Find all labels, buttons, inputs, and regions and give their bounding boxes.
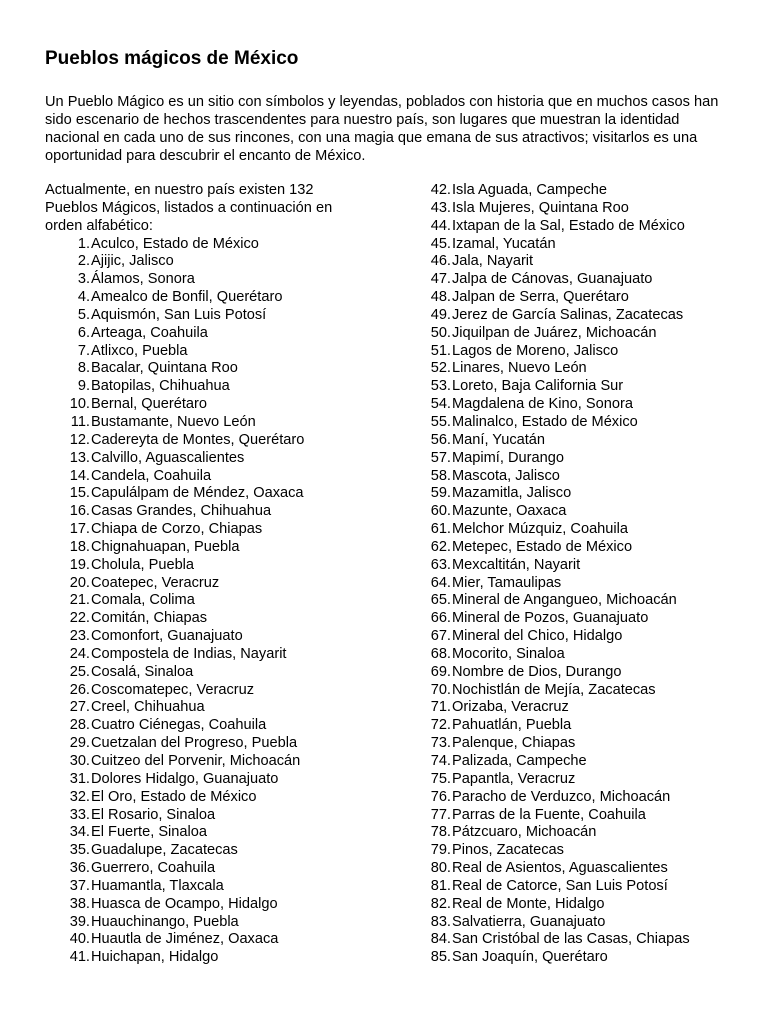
list-item [45, 592, 375, 610]
list-item [420, 182, 760, 200]
list-item [420, 521, 760, 539]
list-item [45, 789, 375, 807]
list-item-number: 31. [69, 770, 90, 787]
list-item-number: 21. [69, 592, 90, 609]
list-item-number: 30. [69, 753, 90, 769]
list-item-number: 33. [69, 806, 90, 823]
list-item [420, 682, 760, 700]
list-item [420, 842, 760, 860]
list-item-number: 76. [430, 788, 451, 805]
list-item-number: 77. [430, 806, 451, 823]
list-item-number: 12. [69, 431, 90, 448]
list-item [45, 735, 375, 753]
list-item [45, 878, 375, 896]
list-item-number: 85. [430, 949, 451, 966]
list-item [420, 218, 760, 236]
list-item-number: 42. [430, 182, 451, 198]
list-item-number: 1. [77, 235, 90, 252]
list-item-number: 22. [69, 610, 90, 627]
list-item [45, 485, 375, 503]
page-title: Pueblos mágicos de México [45, 48, 299, 69]
list-item-number: 71. [430, 699, 451, 716]
list-item [45, 378, 375, 396]
list-item-text: Bernal, Querétaro [91, 396, 208, 413]
list-item-text: Cuatro Ciénegas, Coahuila [91, 717, 267, 734]
list-item-text: Cosalá, Sinaloa [91, 663, 194, 680]
list-item [45, 539, 375, 557]
list-item-text: Cholula, Puebla [91, 556, 195, 573]
list-item-text: Mazunte, Oaxaca [452, 503, 567, 520]
list-item-text: Mocorito, Sinaloa [452, 645, 565, 662]
list-item-text: Nochistlán de Mejía, Zacatecas [452, 681, 656, 698]
list-item [420, 860, 760, 878]
list-item [45, 307, 375, 325]
list-item [420, 485, 760, 503]
list-item-number: 35. [69, 842, 90, 859]
list-item-number: 56. [430, 431, 451, 448]
list-item-number: 37. [69, 877, 90, 894]
list-item-number: 43. [430, 199, 451, 216]
list-item-text: Chiapa de Corzo, Chiapas [91, 521, 263, 538]
list-item [45, 396, 375, 414]
list-item-number: 23. [69, 628, 90, 645]
list-item-number: 63. [430, 556, 451, 573]
list-item-text: Comala, Colima [91, 592, 195, 609]
list-item [420, 253, 760, 271]
list-item-text: Malinalco, Estado de México [452, 413, 638, 430]
list-item [45, 450, 375, 468]
list-item-text: Cuetzalan del Progreso, Puebla [91, 735, 298, 752]
list-item-text: Jalpa de Cánovas, Guanajuato [452, 271, 653, 288]
list-item-number: 47. [430, 271, 451, 288]
list-item-text: Papantla, Veracruz [452, 770, 576, 787]
list-item [45, 682, 375, 700]
list-item [420, 753, 760, 771]
list-item [420, 771, 760, 789]
list-item [45, 771, 375, 789]
list-item-text: Guerrero, Coahuila [91, 860, 216, 877]
list-item [420, 610, 760, 628]
list-item-number: 64. [430, 574, 451, 591]
list-item [420, 414, 760, 432]
list-item-text: Mascota, Jalisco [452, 467, 560, 484]
list-item-text: Coatepec, Veracruz [91, 574, 220, 591]
list-item [45, 432, 375, 450]
list-item-text: Casas Grandes, Chihuahua [91, 503, 272, 520]
list-item [45, 271, 375, 289]
list-item-text: Nombre de Dios, Durango [452, 663, 622, 680]
list-item [45, 931, 375, 949]
list-item-number: 20. [69, 574, 90, 591]
list-item-text: Palenque, Chiapas [452, 735, 576, 752]
list-item [420, 468, 760, 486]
list-item-text: Jerez de García Salinas, Zacatecas [452, 306, 684, 323]
list-item-text: Real de Catorce, San Luis Potosí [452, 877, 668, 894]
list-item-text: Lagos de Moreno, Jalisco [452, 342, 619, 359]
list-item [420, 914, 760, 932]
list-item-text: Real de Monte, Hidalgo [452, 895, 605, 912]
list-item-text: Cadereyta de Montes, Querétaro [91, 431, 305, 448]
list-item-number: 83. [430, 913, 451, 930]
list-item-number: 13. [69, 449, 90, 466]
list-item [420, 592, 760, 610]
list-item-number: 6. [77, 324, 90, 341]
list-item-text: El Fuerte, Sinaloa [91, 824, 208, 841]
list-item-text: Mier, Tamaulipas [452, 574, 562, 591]
list-item-number: 79. [430, 842, 451, 859]
list-item [45, 236, 375, 254]
list-item-number: 29. [69, 735, 90, 752]
list-item [45, 896, 375, 914]
list-item [420, 557, 760, 575]
list-item-text: Cuitzeo del Porvenir, Michoacán [91, 753, 301, 769]
list-item-number: 9. [77, 378, 90, 395]
lead-paragraph: Actualmente, en nuestro país existen 132 Pueblos Mágicos, listados a continuación en orden alfabético: [45, 182, 333, 234]
list-item-text: Dolores Hidalgo, Guanajuato [91, 770, 279, 787]
list-item [45, 824, 375, 842]
list-item-text: Mazamitla, Jalisco [452, 485, 572, 502]
list-item-text: Álamos, Sonora [91, 271, 195, 288]
list-item [420, 289, 760, 307]
list-item-text: Huamantla, Tlaxcala [91, 877, 224, 894]
list-item [45, 949, 375, 967]
list-item-text: Comonfort, Guanajuato [91, 628, 243, 645]
list-item [45, 414, 375, 432]
list-item-number: 75. [430, 770, 451, 787]
list-item-text: Maní, Yucatán [452, 431, 546, 448]
list-item-number: 11. [70, 413, 90, 430]
list-item-number: 28. [69, 717, 90, 734]
list-item-number: 60. [430, 503, 451, 520]
list-item-number: 49. [430, 306, 451, 323]
list-item [45, 289, 375, 307]
list-item-number: 80. [430, 860, 451, 877]
list-item-text: Arteaga, Coahuila [91, 324, 208, 341]
list-item [420, 717, 760, 735]
list-item-number: 40. [69, 931, 90, 948]
list-item-number: 68. [430, 645, 451, 662]
list-item-number: 32. [69, 788, 90, 805]
list-item-text: Coscomatepec, Veracruz [91, 681, 255, 698]
list-item-number: 5. [77, 306, 90, 323]
list-item-number: 65. [430, 592, 451, 609]
list-item-number: 14. [69, 467, 90, 484]
list-item [420, 878, 760, 896]
list-item-text: Melchor Múzquiz, Coahuila [452, 521, 629, 538]
list-item-text: Magdalena de Kino, Sonora [452, 396, 633, 413]
list-item-number: 39. [69, 913, 90, 930]
list-item-text: Huauchinango, Puebla [91, 913, 239, 930]
list-item-text: Ajijic, Jalisco [91, 253, 174, 270]
list-item-text: Isla Aguada, Campeche [452, 182, 607, 198]
list-item-number: 67. [430, 628, 451, 645]
list-item-text: Real de Asientos, Aguascalientes [452, 860, 668, 877]
list-item-text: San Cristóbal de las Casas, Chiapas [452, 931, 690, 948]
list-item [45, 468, 375, 486]
list-item-text: San Joaquín, Querétaro [452, 949, 608, 966]
list-item [420, 271, 760, 289]
list-item [45, 503, 375, 521]
list-item-number: 7. [77, 342, 90, 359]
list-item-text: Mineral de Angangueo, Michoacán [452, 592, 677, 609]
list-item [45, 628, 375, 646]
list-item-text: Atlixco, Puebla [91, 342, 188, 359]
list-item-text: Pinos, Zacatecas [452, 842, 564, 859]
list-item [45, 717, 375, 735]
list-item-text: Amealco de Bonfil, Querétaro [91, 289, 283, 306]
list-item-text: Compostela de Indias, Nayarit [91, 645, 287, 662]
list-item-number: 73. [430, 735, 451, 752]
list-item-text: Orizaba, Veracruz [452, 699, 569, 716]
list-item [45, 360, 375, 378]
list-item-text: Paracho de Verduzco, Michoacán [452, 788, 671, 805]
list-item [420, 807, 760, 825]
list-item-number: 69. [430, 663, 451, 680]
list-item-number: 16. [69, 503, 90, 520]
list-item [420, 789, 760, 807]
list-item-text: Jalpan de Serra, Querétaro [452, 289, 629, 306]
list-item-text: Mineral de Pozos, Guanajuato [452, 610, 649, 627]
list-item-number: 38. [69, 895, 90, 912]
list-item [420, 503, 760, 521]
list-item [45, 753, 375, 771]
list-item [420, 307, 760, 325]
list-item [45, 325, 375, 343]
list-item-number: 50. [430, 324, 451, 341]
list-item-text: El Oro, Estado de México [91, 788, 257, 805]
list-item-number: 41. [69, 949, 90, 966]
list-item-number: 78. [430, 824, 451, 841]
list-item-number: 19. [69, 556, 90, 573]
list-item [45, 253, 375, 271]
list-item-number: 24. [69, 645, 90, 662]
list-item-text: Izamal, Yucatán [452, 235, 556, 252]
intro-paragraph: Un Pueblo Mágico es un sitio con símbolos y leyendas, poblados con historia que en muchos casos han sido escenario de hechos trascendentes para nuestro país, son lugares que muestran la identidad nacional en cada uno de sus rincones, con una magia que emana de sus atractivos; visitarlos es una oportunidad para descubrir el encanto de México. [45, 94, 719, 165]
list-item-number: 27. [69, 699, 90, 716]
list-item-text: Comitán, Chiapas [91, 610, 207, 627]
list-item-number: 45. [430, 235, 451, 252]
list-item-number: 58. [430, 467, 451, 484]
list-item [420, 236, 760, 254]
list-item-number: 48. [430, 289, 451, 306]
list-item-number: 34. [69, 824, 90, 841]
list-item [420, 949, 760, 967]
list-item [45, 860, 375, 878]
list-item-text: Jiquilpan de Juárez, Michoacán [452, 324, 657, 341]
list-item [45, 646, 375, 664]
list-item-number: 53. [430, 378, 451, 395]
list-item-number: 46. [430, 253, 451, 270]
list-item [45, 610, 375, 628]
list-item-text: Huichapan, Hidalgo [91, 949, 219, 966]
list-item-number: 55. [430, 413, 451, 430]
list-item-text: Huautla de Jiménez, Oaxaca [91, 931, 279, 948]
list-item-text: Isla Mujeres, Quintana Roo [452, 199, 629, 216]
list-item [45, 807, 375, 825]
list-item [45, 914, 375, 932]
list-item-text: Jala, Nayarit [452, 253, 534, 270]
list-item [420, 325, 760, 343]
list-item [420, 450, 760, 468]
list-item-number: 66. [430, 610, 451, 627]
list-item [420, 539, 760, 557]
list-item-text: Linares, Nuevo León [452, 360, 587, 377]
list-item [420, 931, 760, 949]
list-item [420, 343, 760, 361]
list-item-text: Parras de la Fuente, Coahuila [452, 806, 646, 823]
list-item-number: 72. [430, 717, 451, 734]
left-town-list [45, 236, 375, 968]
list-item-number: 74. [430, 753, 451, 769]
list-item-number: 52. [430, 360, 451, 377]
list-item-number: 81. [430, 877, 451, 894]
list-item [420, 735, 760, 753]
list-item-number: 44. [430, 217, 451, 234]
left-column [45, 182, 375, 967]
list-item [420, 664, 760, 682]
list-item-text: Ixtapan de la Sal, Estado de México [452, 217, 685, 234]
list-item-number: 18. [69, 538, 90, 555]
list-item [420, 824, 760, 842]
list-item-number: 54. [430, 396, 451, 413]
list-item-text: Huasca de Ocampo, Hidalgo [91, 895, 278, 912]
list-item [420, 378, 760, 396]
list-item-number: 17. [69, 521, 90, 538]
list-item-number: 59. [430, 485, 451, 502]
list-item-text: Loreto, Baja California Sur [452, 378, 624, 395]
list-item [45, 842, 375, 860]
list-item-text: Bustamante, Nuevo León [91, 413, 256, 430]
list-item [45, 664, 375, 682]
right-column [420, 182, 760, 967]
list-item-text: Pátzcuaro, Michoacán [452, 824, 597, 841]
list-item-number: 8. [77, 360, 90, 377]
list-item-text: Aquismón, San Luis Potosí [91, 306, 267, 323]
list-item-number: 4. [77, 289, 90, 306]
list-item [420, 396, 760, 414]
list-item-number: 26. [69, 681, 90, 698]
list-item-text: Mapimí, Durango [452, 449, 564, 466]
list-item-text: Calvillo, Aguascalientes [91, 449, 245, 466]
list-item-text: Batopilas, Chihuahua [91, 378, 230, 395]
list-item-text: Bacalar, Quintana Roo [91, 360, 238, 377]
list-item-text: Salvatierra, Guanajuato [452, 913, 606, 930]
list-item-text: El Rosario, Sinaloa [91, 806, 216, 823]
list-item-text: Chignahuapan, Puebla [91, 538, 240, 555]
list-item-text: Pahuatlán, Puebla [452, 717, 572, 734]
list-item-text: Palizada, Campeche [452, 753, 587, 769]
list-item [45, 343, 375, 361]
list-item [420, 628, 760, 646]
list-item [420, 200, 760, 218]
list-item-text: Candela, Coahuila [91, 467, 212, 484]
list-item-number: 10. [69, 396, 90, 413]
list-item-text: Creel, Chihuahua [91, 699, 205, 716]
list-item [420, 432, 760, 450]
list-item-number: 2. [77, 253, 90, 270]
list-item-text: Capulálpam de Méndez, Oaxaca [91, 485, 304, 502]
list-item-text: Guadalupe, Zacatecas [91, 842, 238, 859]
list-item [45, 699, 375, 717]
list-item [420, 896, 760, 914]
list-item-text: Aculco, Estado de México [91, 235, 259, 252]
list-item-number: 36. [69, 860, 90, 877]
list-item-number: 25. [69, 663, 90, 680]
list-item [45, 575, 375, 593]
list-item-number: 84. [430, 931, 451, 948]
list-item [420, 646, 760, 664]
list-item-number: 70. [430, 681, 451, 698]
list-item-number: 62. [430, 538, 451, 555]
list-item-number: 61. [430, 521, 451, 538]
list-item-number: 51. [430, 342, 451, 359]
list-item-text: Mexcaltitán, Nayarit [452, 556, 581, 573]
list-item-number: 15. [69, 485, 90, 502]
list-item-number: 57. [430, 449, 451, 466]
list-item-number: 3. [77, 271, 90, 288]
list-item [45, 521, 375, 539]
list-item [420, 575, 760, 593]
list-item-number: 82. [430, 895, 451, 912]
list-item-text: Mineral del Chico, Hidalgo [452, 628, 623, 645]
right-town-list [420, 182, 760, 967]
list-item [420, 699, 760, 717]
list-item [45, 557, 375, 575]
list-item [420, 360, 760, 378]
list-item-text: Metepec, Estado de México [452, 538, 633, 555]
